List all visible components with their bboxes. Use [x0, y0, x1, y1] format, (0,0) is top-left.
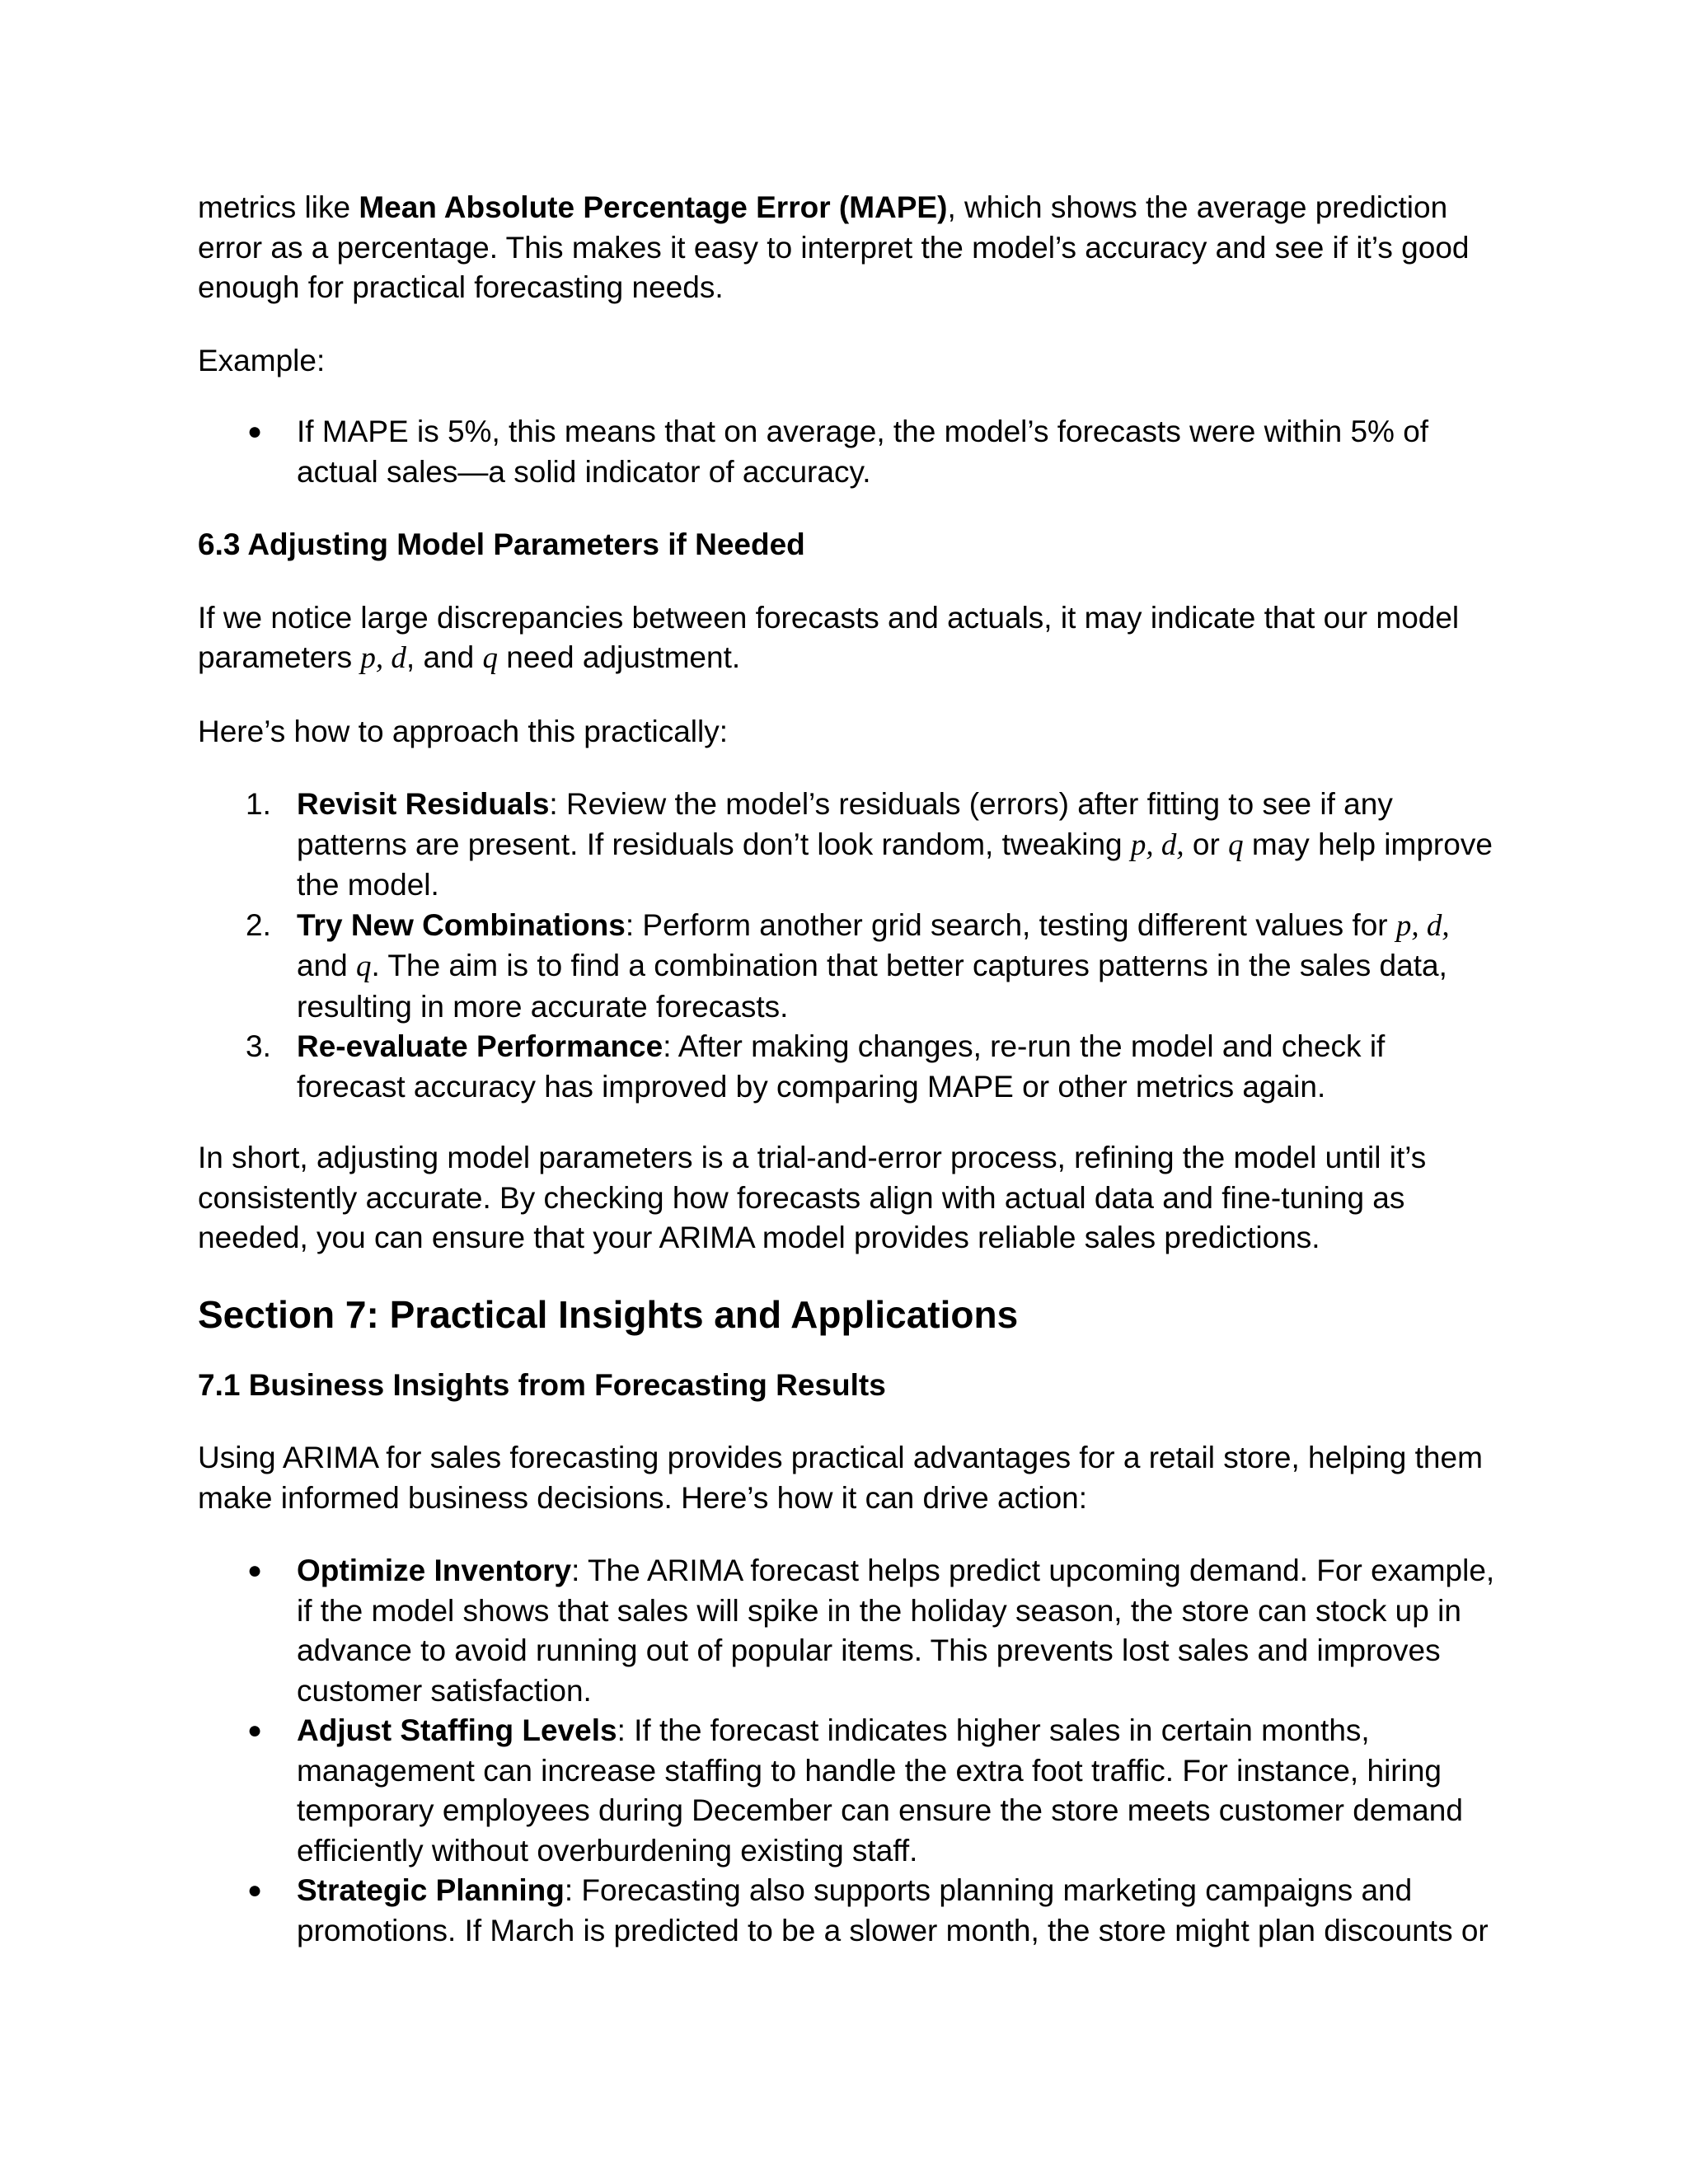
s63-paragraph-1 — [198, 598, 1500, 679]
list-item — [247, 1711, 1500, 1871]
step-title: Try New Combinations — [297, 907, 626, 942]
step-text: or — [1184, 827, 1229, 861]
step-text: : Perform another grid search, testing different values for — [625, 907, 1396, 942]
list-item — [247, 1551, 1500, 1711]
example-list — [198, 412, 1500, 492]
list-item — [246, 785, 1500, 906]
s63-summary: In short, adjusting model parameters is a trial-and-error process, refining the model until it’s consistently accurate. By checking how forecasts align with actual data and fine-tuning as needed, you can ensure that your ARIMA model provides reliable sales predictions. — [198, 1141, 1427, 1254]
section-7-heading: Section 7: Practical Insights and Applications — [198, 1292, 1019, 1336]
step-text: : After making changes, re-run the model and check if forecast accuracy has improved by comparing MAPE or other metrics again. — [297, 1029, 1386, 1104]
example-item-text: If MAPE is 5%, this means that on average, the model’s forecasts were within 5% of actual sales—a solid indicator of accuracy. — [297, 415, 1429, 489]
intro-bold-term: Mean Absolute Percentage Error (MAPE) — [359, 190, 948, 224]
list-item — [246, 906, 1500, 1028]
s63-paragraph-2: Here’s how to approach this practically: — [198, 714, 729, 748]
math-p-d: p, d, — [1130, 827, 1184, 862]
s63-para1-text-c: need adjustment. — [498, 640, 741, 674]
math-p-d: p, d, — [1395, 908, 1450, 943]
math-p-d: p, d — [360, 641, 406, 675]
example-label: Example: — [198, 343, 326, 377]
list-item — [247, 412, 1500, 492]
step-number: 1. — [246, 787, 271, 821]
step-title: Revisit Residuals — [297, 787, 550, 821]
intro-text-pre: metrics like — [198, 190, 359, 224]
step-title: Re-evaluate Performance — [297, 1029, 663, 1063]
s63-para1-text-a: If we notice large discrepancies between forecasts and actuals, it may indicate that our model parameters — [198, 600, 1460, 674]
bullet-icon: ● — [247, 418, 263, 445]
section-6-3-heading: 6.3 Adjusting Model Parameters if Needed — [198, 527, 805, 561]
step-number: 2. — [246, 907, 271, 942]
step-text: : Review the model’s residuals (errors) after fitting to see if any patterns are present. If residuals don’t look random, tweaking — [297, 787, 1393, 861]
step-text: . The aim is to find a combination that better captures patterns in the sales data, resulting in more accurate forecasts. — [297, 949, 1447, 1024]
insight-title: Optimize Inventory — [297, 1554, 572, 1587]
insight-text: : If the forecast indicates higher sales in certain months, management can increase staffing to handle the extra foot traffic. For instance, hiring temporary employees during December can ensure the store meets customer demand efficiently without overburdening existing staff. — [297, 1713, 1463, 1868]
steps-list — [198, 785, 1500, 1107]
insights-list — [198, 1551, 1500, 1951]
intro-text-post: , which shows the average prediction error as a percentage. This makes it easy to interpret the model’s accuracy and see if it’s good enough for practical forecasting needs. — [198, 190, 1470, 304]
math-q: q — [1228, 827, 1244, 862]
section-7-1-heading: 7.1 Business Insights from Forecasting Results — [198, 1367, 886, 1402]
document-page — [198, 188, 1500, 1951]
bullet-icon: ● — [247, 1557, 263, 1584]
step-number: 3. — [246, 1029, 271, 1063]
s7-paragraph: Using ARIMA for sales forecasting provides practical advantages for a retail store, helping them make informed business decisions. Here’s how it can drive action: — [198, 1441, 1483, 1515]
s63-para1-text-b: , and — [406, 640, 483, 674]
step-text: may help improve the model. — [297, 827, 1493, 902]
bullet-icon: ● — [247, 1717, 263, 1744]
math-q: q — [356, 949, 372, 983]
math-q: q — [482, 641, 498, 675]
insight-title: Strategic Planning — [297, 1873, 565, 1907]
list-item — [247, 1871, 1500, 1951]
step-text: and — [297, 949, 357, 982]
bullet-icon: ● — [247, 1877, 263, 1904]
insight-title: Adjust Staffing Levels — [297, 1713, 617, 1747]
insight-text: : The ARIMA forecast helps predict upcoming demand. For example, if the model shows that sales will spike in the holiday season, the store can stock up in advance to avoid running out of popular items. This prevents lost sales and improves customer satisfaction. — [297, 1554, 1495, 1708]
intro-paragraph — [198, 188, 1500, 308]
insight-text: : Forecasting also supports planning marketing campaigns and promotions. If March is predicted to be a slower month, the store might plan discounts or — [297, 1873, 1489, 1947]
list-item — [246, 1027, 1500, 1107]
